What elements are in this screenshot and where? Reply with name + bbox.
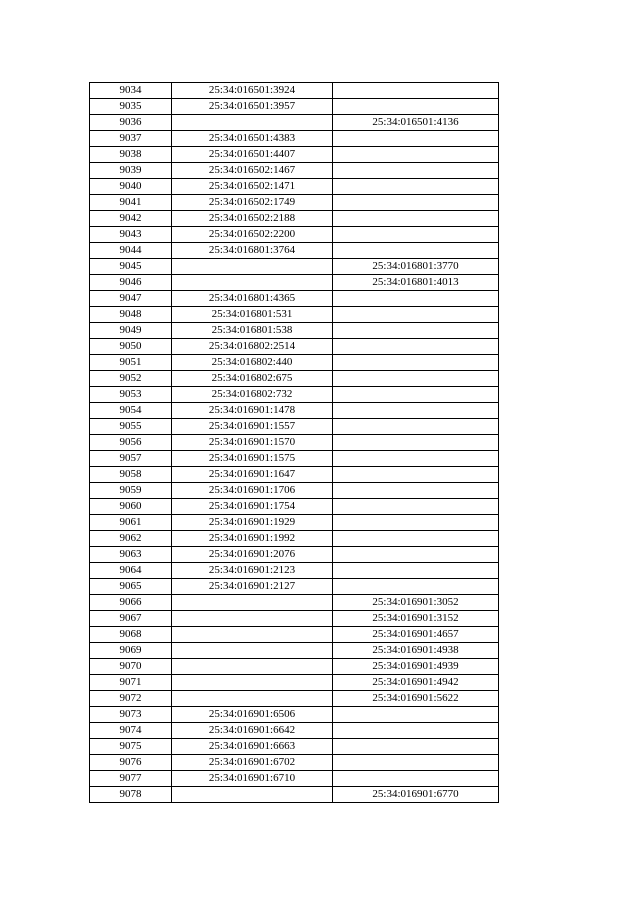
cadastral-number-alt-cell	[333, 179, 499, 195]
cadastral-number-cell: 25:34:016802:440	[172, 355, 333, 371]
table-row	[90, 723, 499, 739]
row-number-cell: 9068	[90, 627, 172, 643]
table-row	[90, 451, 499, 467]
row-number-cell: 9046	[90, 275, 172, 291]
row-number-cell: 9042	[90, 211, 172, 227]
row-number-cell: 9070	[90, 659, 172, 675]
cadastral-number-cell	[172, 627, 333, 643]
table-row	[90, 291, 499, 307]
cadastral-number-alt-cell	[333, 211, 499, 227]
row-number-cell: 9037	[90, 131, 172, 147]
cadastral-number-cell	[172, 275, 333, 291]
cadastral-number-alt-cell: 25:34:016901:6770	[333, 787, 499, 803]
table-row	[90, 739, 499, 755]
row-number-cell: 9062	[90, 531, 172, 547]
cadastral-number-alt-cell	[333, 739, 499, 755]
cadastral-number-cell: 25:34:016901:1754	[172, 499, 333, 515]
row-number-cell: 9055	[90, 419, 172, 435]
row-number-cell: 9044	[90, 243, 172, 259]
table-row	[90, 259, 499, 275]
row-number-cell: 9074	[90, 723, 172, 739]
cadastral-number-alt-cell: 25:34:016901:4938	[333, 643, 499, 659]
row-number-cell: 9076	[90, 755, 172, 771]
table-row	[90, 531, 499, 547]
table-row	[90, 227, 499, 243]
table-row	[90, 611, 499, 627]
cadastral-number-alt-cell	[333, 339, 499, 355]
cadastral-number-cell: 25:34:016901:2076	[172, 547, 333, 563]
row-number-cell: 9078	[90, 787, 172, 803]
cadastral-number-alt-cell	[333, 547, 499, 563]
row-number-cell: 9052	[90, 371, 172, 387]
table-row	[90, 787, 499, 803]
cadastral-number-alt-cell	[333, 515, 499, 531]
table-row	[90, 371, 499, 387]
table-row	[90, 483, 499, 499]
table-row	[90, 163, 499, 179]
row-number-cell: 9045	[90, 259, 172, 275]
cadastral-number-cell: 25:34:016802:732	[172, 387, 333, 403]
cadastral-number-cell	[172, 259, 333, 275]
cadastral-number-alt-cell	[333, 563, 499, 579]
cadastral-number-cell: 25:34:016502:2200	[172, 227, 333, 243]
row-number-cell: 9060	[90, 499, 172, 515]
table-row	[90, 115, 499, 131]
table-row	[90, 547, 499, 563]
table-row	[90, 627, 499, 643]
cadastral-number-alt-cell	[333, 451, 499, 467]
table-row	[90, 243, 499, 259]
row-number-cell: 9035	[90, 99, 172, 115]
cadastral-number-cell	[172, 611, 333, 627]
cadastral-number-alt-cell	[333, 243, 499, 259]
cadastral-number-alt-cell	[333, 755, 499, 771]
row-number-cell: 9058	[90, 467, 172, 483]
table-row	[90, 467, 499, 483]
row-number-cell: 9064	[90, 563, 172, 579]
row-number-cell: 9054	[90, 403, 172, 419]
table-row	[90, 99, 499, 115]
row-number-cell: 9063	[90, 547, 172, 563]
row-number-cell: 9036	[90, 115, 172, 131]
cadastral-number-cell	[172, 787, 333, 803]
cadastral-number-cell: 25:34:016901:1706	[172, 483, 333, 499]
cadastral-number-alt-cell	[333, 403, 499, 419]
cadastral-number-alt-cell	[333, 771, 499, 787]
table-row	[90, 419, 499, 435]
table-row	[90, 643, 499, 659]
cadastral-number-alt-cell	[333, 323, 499, 339]
cadastral-number-alt-cell: 25:34:016801:3770	[333, 259, 499, 275]
table-row	[90, 403, 499, 419]
row-number-cell: 9069	[90, 643, 172, 659]
table-row	[90, 355, 499, 371]
cadastral-number-cell: 25:34:016801:531	[172, 307, 333, 323]
cadastral-number-cell: 25:34:016901:1575	[172, 451, 333, 467]
row-number-cell: 9034	[90, 83, 172, 99]
table-row	[90, 515, 499, 531]
cadastral-number-cell	[172, 659, 333, 675]
cadastral-number-alt-cell	[333, 387, 499, 403]
cadastral-number-cell: 25:34:016502:1471	[172, 179, 333, 195]
cadastral-number-alt-cell	[333, 195, 499, 211]
row-number-cell: 9049	[90, 323, 172, 339]
table-row	[90, 691, 499, 707]
table-row	[90, 147, 499, 163]
cadastral-number-alt-cell	[333, 163, 499, 179]
table-row	[90, 435, 499, 451]
cadastral-number-cell: 25:34:016501:3924	[172, 83, 333, 99]
table-row	[90, 675, 499, 691]
cadastral-number-alt-cell	[333, 435, 499, 451]
table-row	[90, 339, 499, 355]
cadastral-number-alt-cell: 25:34:016901:5622	[333, 691, 499, 707]
row-number-cell: 9067	[90, 611, 172, 627]
table-row	[90, 563, 499, 579]
cadastral-number-alt-cell	[333, 147, 499, 163]
table-row	[90, 707, 499, 723]
table-row	[90, 387, 499, 403]
row-number-cell: 9057	[90, 451, 172, 467]
cadastral-number-cell: 25:34:016901:1647	[172, 467, 333, 483]
table-row	[90, 131, 499, 147]
row-number-cell: 9073	[90, 707, 172, 723]
cadastral-number-alt-cell	[333, 371, 499, 387]
table-row	[90, 179, 499, 195]
row-number-cell: 9038	[90, 147, 172, 163]
cadastral-number-alt-cell: 25:34:016901:3152	[333, 611, 499, 627]
row-number-cell: 9059	[90, 483, 172, 499]
cadastral-number-cell: 25:34:016801:538	[172, 323, 333, 339]
row-number-cell: 9041	[90, 195, 172, 211]
table-row	[90, 771, 499, 787]
cadastral-number-cell	[172, 643, 333, 659]
table-row	[90, 595, 499, 611]
cadastral-number-alt-cell	[333, 531, 499, 547]
table-row	[90, 499, 499, 515]
cadastral-number-cell: 25:34:016801:3764	[172, 243, 333, 259]
cadastral-number-cell: 25:34:016502:1749	[172, 195, 333, 211]
document-page	[89, 82, 499, 803]
row-number-cell: 9061	[90, 515, 172, 531]
cadastral-number-cell: 25:34:016502:2188	[172, 211, 333, 227]
cadastral-number-alt-cell: 25:34:016901:4942	[333, 675, 499, 691]
cadastral-table	[89, 82, 499, 803]
cadastral-number-alt-cell	[333, 227, 499, 243]
row-number-cell: 9071	[90, 675, 172, 691]
row-number-cell: 9065	[90, 579, 172, 595]
row-number-cell: 9077	[90, 771, 172, 787]
cadastral-number-alt-cell: 25:34:016801:4013	[333, 275, 499, 291]
cadastral-number-alt-cell: 25:34:016901:4939	[333, 659, 499, 675]
cadastral-number-cell: 25:34:016901:1992	[172, 531, 333, 547]
cadastral-number-cell: 25:34:016901:6642	[172, 723, 333, 739]
cadastral-number-cell: 25:34:016901:1929	[172, 515, 333, 531]
cadastral-number-alt-cell	[333, 723, 499, 739]
cadastral-number-cell: 25:34:016901:1478	[172, 403, 333, 419]
cadastral-number-alt-cell: 25:34:016901:3052	[333, 595, 499, 611]
table-row	[90, 579, 499, 595]
cadastral-number-cell	[172, 115, 333, 131]
row-number-cell: 9053	[90, 387, 172, 403]
table-body	[90, 83, 499, 803]
cadastral-number-cell: 25:34:016901:6663	[172, 739, 333, 755]
cadastral-number-cell: 25:34:016901:6710	[172, 771, 333, 787]
table-row	[90, 659, 499, 675]
cadastral-number-alt-cell: 25:34:016901:4657	[333, 627, 499, 643]
cadastral-number-cell	[172, 675, 333, 691]
cadastral-number-cell: 25:34:016501:4407	[172, 147, 333, 163]
table-row	[90, 195, 499, 211]
row-number-cell: 9075	[90, 739, 172, 755]
cadastral-number-alt-cell	[333, 355, 499, 371]
cadastral-number-cell	[172, 595, 333, 611]
cadastral-number-alt-cell	[333, 307, 499, 323]
table-row	[90, 275, 499, 291]
cadastral-number-cell: 25:34:016501:3957	[172, 99, 333, 115]
cadastral-number-alt-cell	[333, 419, 499, 435]
cadastral-number-alt-cell	[333, 131, 499, 147]
row-number-cell: 9072	[90, 691, 172, 707]
cadastral-number-alt-cell	[333, 483, 499, 499]
cadastral-number-alt-cell	[333, 707, 499, 723]
cadastral-number-cell: 25:34:016901:1570	[172, 435, 333, 451]
cadastral-number-alt-cell	[333, 83, 499, 99]
table-row	[90, 211, 499, 227]
table-row	[90, 323, 499, 339]
cadastral-number-alt-cell	[333, 579, 499, 595]
row-number-cell: 9047	[90, 291, 172, 307]
row-number-cell: 9039	[90, 163, 172, 179]
row-number-cell: 9051	[90, 355, 172, 371]
cadastral-number-alt-cell	[333, 499, 499, 515]
table-row	[90, 755, 499, 771]
cadastral-number-cell: 25:34:016802:2514	[172, 339, 333, 355]
cadastral-number-alt-cell	[333, 99, 499, 115]
cadastral-number-cell: 25:34:016901:2127	[172, 579, 333, 595]
cadastral-number-cell: 25:34:016901:6702	[172, 755, 333, 771]
cadastral-number-cell: 25:34:016801:4365	[172, 291, 333, 307]
cadastral-number-cell: 25:34:016901:6506	[172, 707, 333, 723]
cadastral-number-alt-cell: 25:34:016501:4136	[333, 115, 499, 131]
row-number-cell: 9043	[90, 227, 172, 243]
row-number-cell: 9040	[90, 179, 172, 195]
table-row	[90, 307, 499, 323]
cadastral-number-cell	[172, 691, 333, 707]
row-number-cell: 9056	[90, 435, 172, 451]
cadastral-number-cell: 25:34:016802:675	[172, 371, 333, 387]
cadastral-number-cell: 25:34:016501:4383	[172, 131, 333, 147]
cadastral-number-cell: 25:34:016901:2123	[172, 563, 333, 579]
row-number-cell: 9050	[90, 339, 172, 355]
cadastral-number-cell: 25:34:016901:1557	[172, 419, 333, 435]
row-number-cell: 9048	[90, 307, 172, 323]
row-number-cell: 9066	[90, 595, 172, 611]
cadastral-number-alt-cell	[333, 291, 499, 307]
table-row	[90, 83, 499, 99]
cadastral-number-alt-cell	[333, 467, 499, 483]
cadastral-number-cell: 25:34:016502:1467	[172, 163, 333, 179]
